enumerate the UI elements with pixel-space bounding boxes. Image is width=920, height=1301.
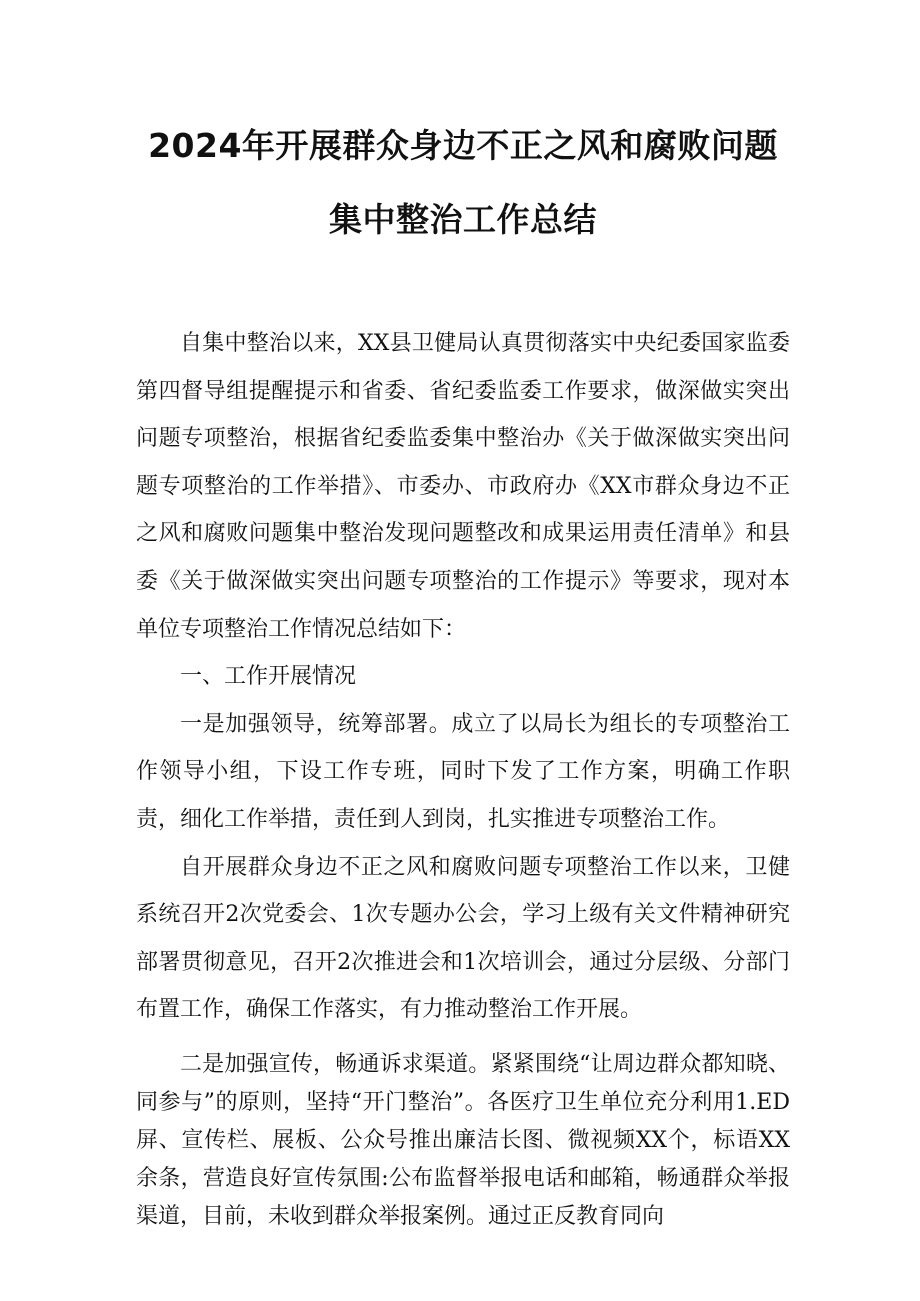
paragraph-publicity: 二是加强宣传，畅通诉求渠道。紧紧围绕“让周边群众都知晓、同参与”的原则，坚持“开门整治”。各医疗卫生单位充分利用1.ED屏、宣传栏、展板、公众号推出廉洁长图、微视频XX个，标语XX余条，营造良好宣传氛围:公布监督举报电话和邮箱，畅通群众举报渠道，目前，未收到群众举报案例。通过正反教育同向 bbox=[136, 1051, 790, 1229]
section-heading: 一、工作开展情况 bbox=[180, 664, 357, 690]
intro-paragraph: 自集中整治以来，XX县卫健局认真贯彻落实中央纪委国家监委第四督导组提醒提示和省委、省纪委监委工作要求，做深做实突出问题专项整治，根据省纪委监委集中整治办《关于做深做实突出问题专项整治的工作举措》、市委办、市政府办《XX市群众身边不正之风和腐败问题集中整治发现问题整改和成果运用责任清单》和县委《关于做深做实突出问题专项整治的工作提示》等要求，现对本单位专项整治工作情况总结如下： bbox=[136, 331, 790, 642]
paragraph-meetings: 自开展群众身边不正之风和腐败问题专项整治工作以来，卫健系统召开2次党委会、1次专题办公会，学习上级有关文件精神研究部署贯彻意见，召开2次推进会和1次培训会，通过分层级、分部门布置工作，确保工作落实，有力推动整治工作开展。 bbox=[136, 854, 790, 1023]
document-title-line-1: 2024年开展群众身边不正之风和腐败问题 bbox=[148, 126, 778, 165]
title-block bbox=[136, 0, 790, 240]
paragraph-leadership: 一是加强领导，统筹部署。成立了以局长为组长的专项整治工作领导小组，下设工作专班，同时下发了工作方案，明确工作职责，细化工作举措，责任到人到岗，扎实推进专项整治工作。 bbox=[136, 711, 790, 832]
document-title-line-2: 集中整治工作总结 bbox=[329, 200, 597, 239]
document-body bbox=[136, 320, 790, 1236]
